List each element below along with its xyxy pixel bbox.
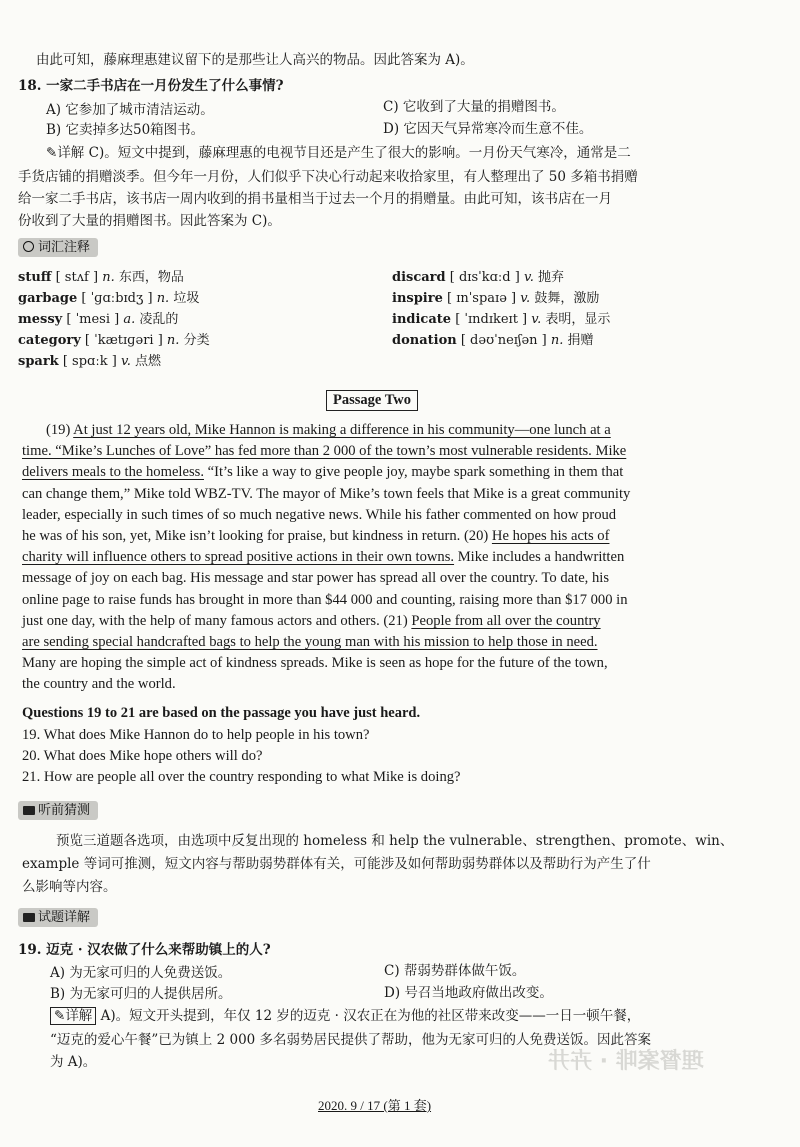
vocab-right-list: [392, 266, 610, 350]
text-segment: can change them,” Mike told WBZ-TV. The mayor of Mike’s town feels that Mike is a great community: [22, 485, 631, 502]
passage-line: [22, 422, 630, 443]
folder-icon: [23, 806, 35, 815]
q18-explain-line-2: 手货店铺的捐赠淡季。但今年一月份，人们似乎下决心行动起来收拾家里，有人整理出了 50 多箱书捐赠: [18, 169, 638, 185]
underlined-segment: People from all over the country: [411, 612, 601, 629]
underlined-segment: charity will influence others to spread positive actions in their own towns.: [22, 549, 455, 566]
passage-line: [22, 528, 630, 549]
q18-explain-line-3: 给一家二手书店，该书店一周内收到的捐书量相当于过去一个月的捐赠量。由此可知，该书店在一月: [18, 191, 612, 207]
text-segment: Mike includes a handwritten: [454, 549, 625, 566]
q18-option-c: C) 它收到了大量的捐赠图书。: [383, 99, 565, 115]
text-segment: just one day, with the help of many famous actors and others. (21): [22, 612, 412, 629]
vocab-item: category [ ˈkætɪɡəri ] n. 分类: [18, 333, 210, 348]
q18-option-a: A) 它参加了城市清洁运动。: [46, 102, 214, 118]
q19-explain-box: ✎详解: [50, 1007, 96, 1025]
q19-option-a: A) 为无家可归的人免费送饭。: [50, 965, 232, 981]
vocab-item: discard [ dɪsˈkɑːd ] v. 抛弃: [392, 270, 565, 285]
page-footer: 2020. 9 / 17 (第 1 套): [318, 1098, 432, 1113]
passage-line: [22, 464, 630, 485]
passage-line: [22, 676, 630, 697]
question-20: 20. What does Mike hope others will do?: [22, 748, 263, 764]
q19-option-c: C) 帮弱势群体做午饭。: [384, 963, 526, 979]
predict-line-3: 么影响等内容。: [22, 879, 117, 895]
question-21: 21. How are people all over the country responding to what Mike is doing?: [22, 769, 461, 785]
underlined-segment: He hopes his acts of: [491, 527, 610, 544]
passage-line: [22, 570, 630, 591]
pencil-icon: ✎: [46, 145, 58, 161]
clock-icon: [23, 241, 34, 252]
passage-line: [22, 549, 630, 570]
underlined-segment: delivers meals to the homeless.: [22, 464, 204, 481]
detail-tag: 试题详解: [18, 908, 98, 927]
passage-line: [22, 486, 630, 507]
text-segment: online page to raise funds has brought in more than $44 000 and counting, raising more than $17 000 in: [22, 591, 628, 608]
q17-conclusion: 由此可知，藤麻理惠建议留下的是那些让人高兴的物品。因此答案为 A)。: [36, 52, 474, 68]
q18-explain-label: 详解: [57, 145, 85, 161]
q19-explain-line-3: 为 A)。: [50, 1054, 97, 1070]
vocab-left-list: [18, 266, 210, 371]
predict-line-1: 预览三道题各选项，由选项中反复出现的 homeless 和 help the vulnerable、strengthen、promote、win、: [56, 833, 734, 849]
passage-line: [22, 507, 630, 528]
passage-body: [22, 422, 630, 697]
book-icon: [23, 913, 35, 922]
vocab-tag: 词汇注释: [18, 238, 98, 257]
passage-line: [22, 592, 630, 613]
passage-line: [22, 655, 630, 676]
bleed-through-text: 理督案啡 · 卉井: [548, 1049, 704, 1074]
q19-explain-line-1: [50, 1004, 640, 1024]
underlined-segment: At just 12 years old, Mike Hannon is making a difference in his community—one lunch at a: [73, 422, 611, 438]
vocab-item: spark [ spɑːk ] v. 点燃: [18, 354, 162, 369]
q18-option-b: B) 它卖掉多达50箱图书。: [46, 122, 205, 138]
q19-explain-text-1: A)。短文开头提到，年仅 12 岁的迈克 · 汉农正在为他的社区带来改变——一日一顿午餐，: [100, 1008, 641, 1024]
text-segment: message of joy on each bag. His message and star power has spread all over the country. To date, his: [22, 570, 610, 587]
text-segment: (19): [46, 422, 74, 438]
predict-tag: 听前猜测: [18, 801, 98, 820]
text-segment: Many are hoping the simple act of kindness spreads. Mike is seen as hope for the future of the town,: [22, 655, 608, 672]
question-19: 19. What does Mike Hannon do to help people in his town?: [22, 727, 370, 743]
q18-option-d: D) 它因天气异常寒冷而生意不佳。: [383, 121, 593, 137]
q19-option-d: D) 号召当地政府做出改变。: [384, 985, 553, 1001]
predict-line-2: example 等词可推测，短文内容与帮助弱势群体有关，可能涉及如何帮助弱势群体以及帮助行为产生了什: [22, 856, 651, 872]
text-segment: he was of his son, yet, Mike isn’t looking for praise, but kindness in return. (20): [22, 527, 492, 544]
vocab-item: donation [ dəʊˈneɪʃən ] n. 捐赠: [392, 333, 594, 348]
vocab-item: inspire [ ɪnˈspaɪə ] v. 鼓舞，激励: [392, 291, 600, 306]
q18-explain-text-1: C)。短文中提到，藤麻理惠的电视节目还是产生了很大的影响。一月份天气寒冷，通常是二: [88, 145, 631, 161]
q19-option-b: B) 为无家可归的人提供居所。: [50, 986, 232, 1002]
passage-line: [22, 443, 630, 464]
text-segment: the country and the world.: [22, 676, 176, 693]
q18-explain-line-1: [46, 141, 631, 161]
underlined-segment: are sending special handcrafted bags to help the young man with his mission to help those in need.: [22, 633, 598, 650]
q18-explain-line-4: 份收到了大量的捐赠图书。因此答案为 C)。: [18, 213, 281, 229]
q19-title: 19. 迈克 · 汉农做了什么来帮助镇上的人?: [18, 942, 271, 958]
pencil-icon: ✎: [54, 1008, 66, 1024]
vocab-item: stuff [ stʌf ] n. 东西，物品: [18, 270, 184, 285]
passage-line: [22, 613, 630, 634]
passage-line: [22, 634, 630, 655]
vocab-item: messy [ ˈmesi ] a. 凌乱的: [18, 312, 179, 327]
vocab-item: garbage [ ˈɡɑːbɪdʒ ] n. 垃圾: [18, 291, 200, 306]
q19-explain-line-2: “迈克的爱心午餐”已为镇上 2 000 多名弱势居民提供了帮助，他为无家可归的人免费送饭。因此答案: [50, 1032, 652, 1048]
passage-title: Passage Two: [326, 390, 418, 411]
text-segment: leader, especially in such times of so much negative news. While his father commented on how proud: [22, 506, 617, 523]
questions-heading: Questions 19 to 21 are based on the passage you have just heard.: [22, 705, 421, 721]
text-segment: “It’s like a way to give people joy, maybe spark something in them that: [203, 464, 624, 481]
q18-title: 18. 一家二手书店在一月份发生了什么事情?: [18, 78, 284, 94]
vocab-item: indicate [ ˈɪndɪkeɪt ] v. 表明，显示: [392, 312, 611, 327]
underlined-segment: time. “Mike’s Lunches of Love” has fed more than 2 000 of the town’s most vulnerable residents. Mike: [22, 443, 627, 460]
